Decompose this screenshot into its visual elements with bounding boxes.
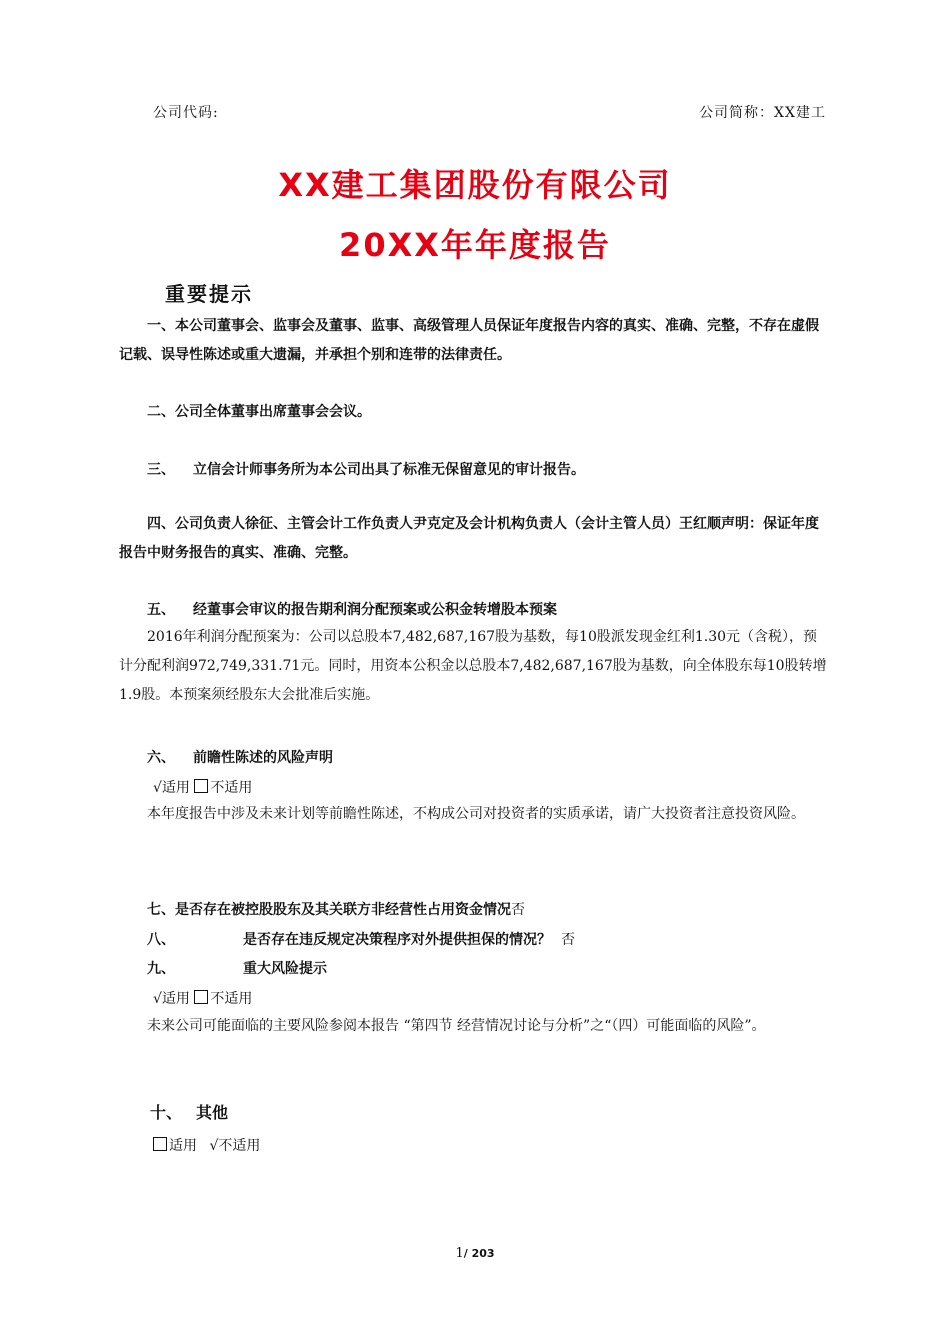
page-number: 1	[455, 1246, 464, 1261]
item-3-text: 立信会计师事务所为本公司出具了标准无保留意见的审计报告。	[193, 462, 585, 478]
company-code-label: 公司代码:	[153, 105, 219, 121]
item-5-body: 2016年利润分配预案为：公司以总股本7,482,687,167股为基数，每10股派发现金红利1.30元（含税），预计分配利润972,749,331.71元。同时，用资本公积金以总股本7,482,687,167股为基数，向全体股东每10股转增1.9股。本预案须经股东大会批准后实施。	[119, 629, 827, 703]
item-5-text: 经董事会审议的报告期利润分配预案或公积金转增股本预案	[193, 602, 557, 618]
item-3	[119, 456, 831, 485]
item-10-number: 十、	[150, 1103, 183, 1122]
item-9-options	[153, 988, 252, 1008]
item-10-option-applicable: 适用	[169, 1138, 197, 1154]
item-9-number: 九、	[147, 961, 175, 977]
item-6-option-applicable: √适用	[153, 780, 190, 796]
company-short-name: 公司简称：XX建工	[699, 105, 826, 121]
item-5-number: 五、	[147, 602, 175, 618]
item-1: 一、本公司董事会、监事会及董事、监事、高级管理人员保证年度报告内容的真实、准确、完整，不存在虚假记载、误导性陈述或重大遗漏，并承担个别和连带的法律责任。	[119, 318, 819, 363]
item-6-text: 前瞻性陈述的风险声明	[193, 750, 333, 766]
item-6-number: 六、	[147, 750, 175, 766]
item-7-text: 七、是否存在被控股股东及其关联方非经营性占用资金情况	[147, 902, 511, 918]
item-10-options	[153, 1135, 260, 1155]
item-9-checkbox-icon	[194, 990, 208, 1004]
item-6-option-na: 不适用	[210, 780, 253, 796]
page-footer	[0, 1246, 950, 1261]
item-9-body: 未来公司可能面临的主要风险参阅本报告 “第四节 经营情况讨论与分析”之“（四）可能面临的风险”。	[147, 1018, 766, 1034]
item-2: 二、公司全体董事出席董事会会议。	[147, 404, 371, 420]
report-title-year: 20XX年年度报告	[339, 226, 611, 264]
item-10-option-na: √不适用	[209, 1138, 261, 1154]
item-10-checkbox-icon	[153, 1137, 167, 1151]
section-title: 重要提示	[165, 282, 253, 306]
item-10-heading	[150, 1100, 228, 1123]
item-8-text: 是否存在违反规定决策程序对外提供担保的情况？	[243, 932, 551, 948]
item-6-heading	[119, 744, 831, 773]
item-4: 四、公司负责人徐征、主管会计工作负责人尹克定及会计机构负责人（会计主管人员）王红顺声明：保证年度报告中财务报告的真实、准确、完整。	[119, 516, 819, 561]
page-total: / 203	[463, 1247, 495, 1260]
item-8-answer: 否	[561, 932, 575, 948]
item-6-body: 本年度报告中涉及未来计划等前瞻性陈述，不构成公司对投资者的实质承诺，请广大投资者注意投资风险。	[147, 806, 805, 822]
item-9-option-applicable: √适用	[153, 991, 190, 1007]
item-8-number: 八、	[147, 932, 175, 948]
item-10-text: 其他	[196, 1103, 229, 1122]
item-9-option-na: 不适用	[210, 991, 253, 1007]
report-title-company: XX建工集团股份有限公司	[278, 166, 672, 204]
item-7-answer: 否	[511, 902, 525, 918]
item-6-options	[153, 777, 252, 797]
item-7	[119, 896, 831, 925]
item-3-number: 三、	[147, 462, 175, 478]
item-5-heading	[119, 596, 831, 625]
item-9-heading	[119, 955, 831, 984]
item-9-text: 重大风险提示	[243, 961, 327, 977]
item-6-checkbox-icon	[194, 779, 208, 793]
item-8	[119, 926, 831, 955]
